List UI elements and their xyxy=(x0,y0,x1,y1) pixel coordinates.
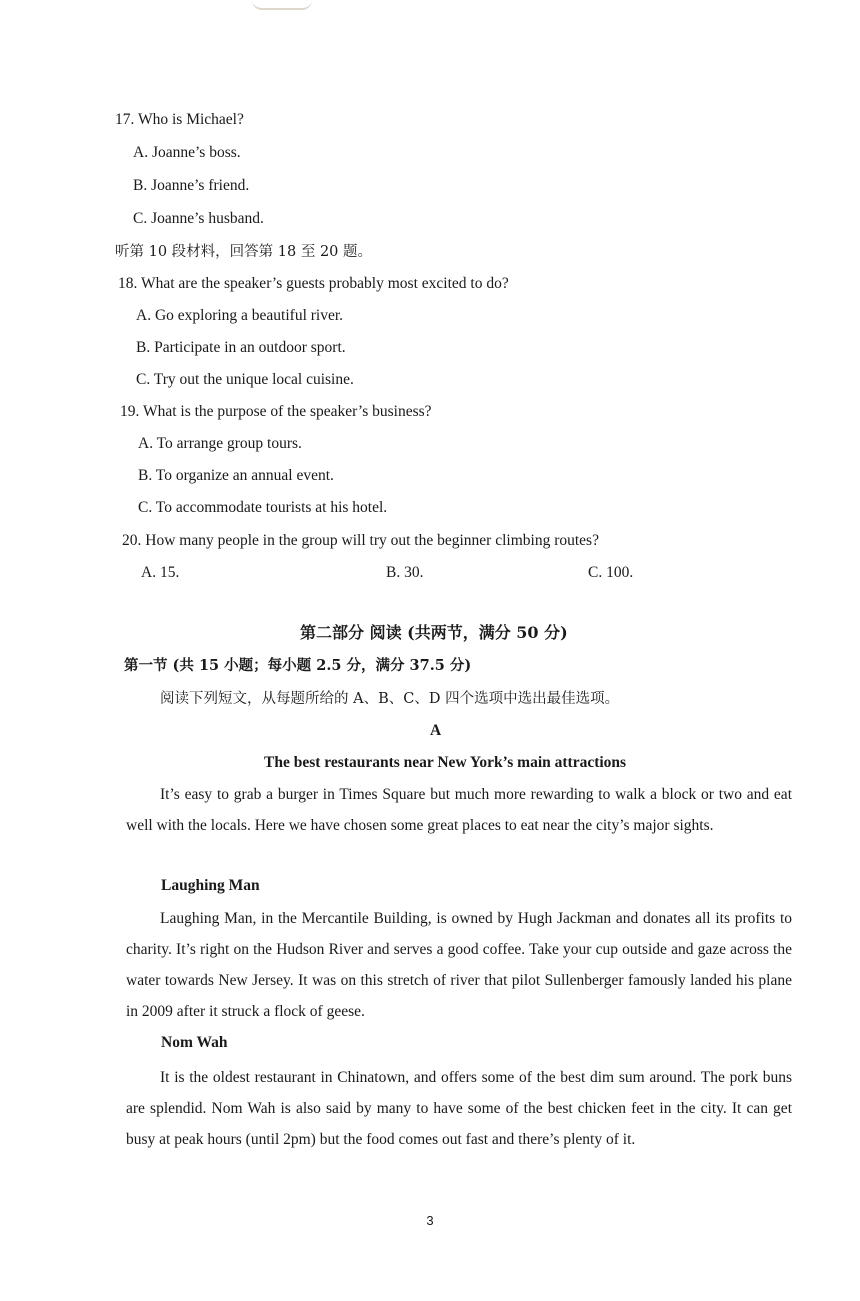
part-two-title: 第二部分 阅读 (共两节，满分 50 分) xyxy=(300,623,568,642)
q18-option-b: B. Participate in an outdoor sport. xyxy=(136,339,346,356)
q20-option-a: A. 15. xyxy=(141,564,180,581)
reading-instruction: 阅读下列短文，从每题所给的 A、B、C、D 四个选项中选出最佳选项。 xyxy=(160,691,620,707)
q20-option-c: C. 100. xyxy=(588,564,634,581)
restaurant-text-laughing-man: Laughing Man, in the Mercantile Building, is owned by Hugh Jackman and donates all its profits to charity. It’s right on the Hudson River and serves a good coffee. Take your cup outside and gaze across the water towards New Jersey. It was on this stretch of river that pilot Sullenberger famously landed his plane in 2009 after it struck a flock of geese. xyxy=(126,910,792,1020)
q17-option-c: C. Joanne’s husband. xyxy=(133,210,264,227)
passage-intro: It’s easy to grab a burger in Times Square but much more rewarding to walk a block or two and eat well with the locals. Here we have chosen some great places to eat near the city’s major sights. xyxy=(126,786,792,834)
q18-option-c: C. Try out the unique local cuisine. xyxy=(136,371,354,388)
q17-option-a: A. Joanne’s boss. xyxy=(133,144,241,161)
question-20: 20. How many people in the group will try out the beginner climbing routes? xyxy=(122,532,599,549)
scan-artifact xyxy=(252,0,312,10)
passage-letter: A xyxy=(430,722,442,739)
restaurant-text-nom-wah: It is the oldest restaurant in Chinatown, and offers some of the best dim sum around. The pork buns are splendid. Nom Wah is also said by many to have some of the best chicken feet in the city. It can get busy at peak hours (until 2pm) but the food comes out fast and there’s plenty of it. xyxy=(126,1069,792,1148)
q19-option-b: B. To organize an annual event. xyxy=(138,467,334,484)
q20-option-b: B. 30. xyxy=(386,564,424,581)
page-number: 3 xyxy=(426,1213,434,1228)
restaurant-name-nom-wah: Nom Wah xyxy=(161,1034,228,1051)
listening-instruction: 听第 10 段材料，回答第 18 至 20 题。 xyxy=(115,244,373,260)
q18-option-a: A. Go exploring a beautiful river. xyxy=(136,307,344,324)
question-19: 19. What is the purpose of the speaker’s business? xyxy=(120,403,432,420)
question-18: 18. What are the speaker’s guests probably most excited to do? xyxy=(118,275,509,292)
passage-title: The best restaurants near New York’s main attractions xyxy=(264,754,627,771)
section-one-title: 第一节 (共 15 小题；每小题 2.5 分，满分 37.5 分) xyxy=(124,657,472,674)
q19-option-c: C. To accommodate tourists at his hotel. xyxy=(138,499,388,516)
q17-option-b: B. Joanne’s friend. xyxy=(133,177,250,194)
q19-option-a: A. To arrange group tours. xyxy=(138,435,302,452)
restaurant-name-laughing-man: Laughing Man xyxy=(161,877,260,894)
question-17: 17. Who is Michael? xyxy=(115,111,244,128)
